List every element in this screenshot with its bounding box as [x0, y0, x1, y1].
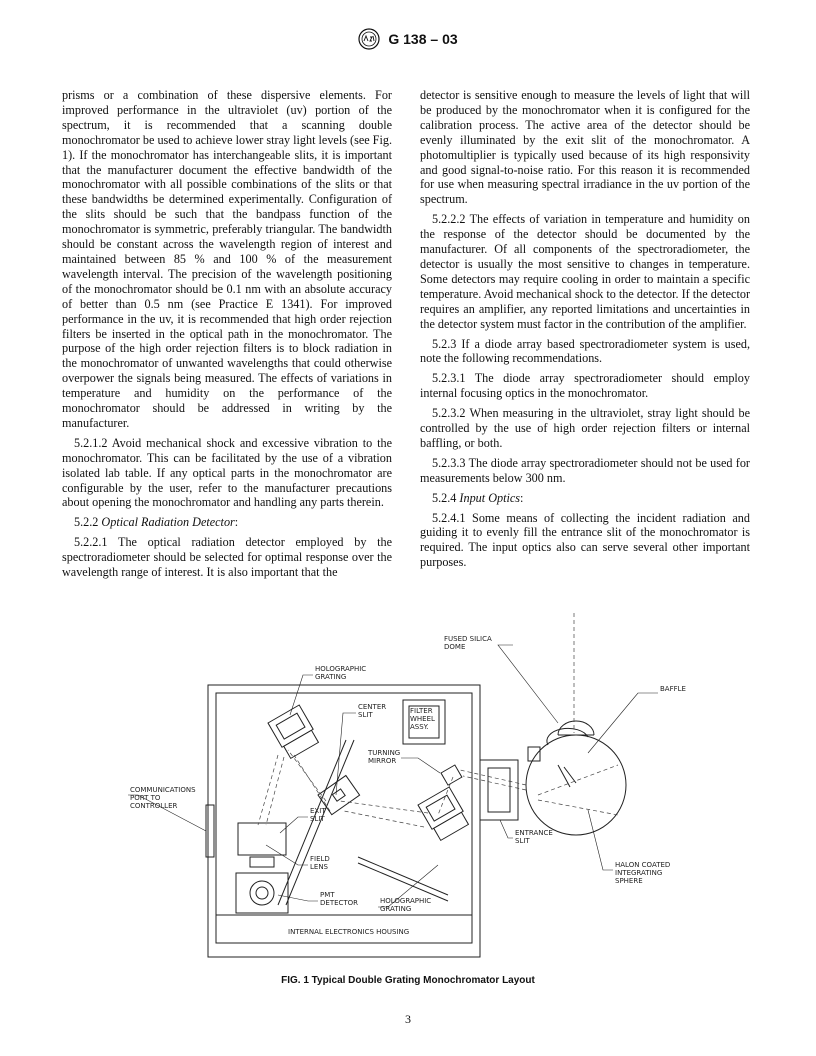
monochromator-layout-diagram [118, 605, 718, 970]
label-fused-silica-dome: FUSED SILICA DOME [444, 635, 492, 651]
page-number: 3 [405, 1012, 411, 1026]
left-text-column [62, 88, 392, 585]
paragraph: 5.2.3.2 When measuring in the ultraviolet, stray light should be controlled by the use of high order rejection filters or internal baffling, or both. [420, 406, 750, 450]
paragraph: 5.2.3.1 The diode array spectroradiometer should employ internal focusing optics in the monochromator. [420, 371, 750, 401]
label-filter-wheel: FILTER WHEEL ASSY. [410, 707, 435, 731]
section-title: Input Optics [459, 490, 521, 505]
label-holographic-grating-top: HOLOGRAPHIC GRATING [315, 665, 367, 681]
continued-paragraph: detector is sensitive enough to measure the levels of light that will be produced by the monochromator when it is configured for the calibration process. The active area of the detector should be evenly illuminated by the exit slit of the monochromator. A photomultiplier is typically used because of its high responsivity and good signal-to-noise ratio. For this reason it is recommended for use when measuring spectral irradiance in the uv portion of the spectrum. [420, 88, 750, 207]
top-holographic-grating [268, 705, 320, 759]
entrance-slit [480, 760, 518, 820]
label-center-slit: CENTER SLIT [358, 703, 387, 719]
label-entrance-slit: ENTRANCE SLIT [515, 829, 553, 845]
label-field-lens: FIELD LENS [310, 855, 330, 871]
bottom-holographic-grating [418, 787, 470, 841]
section-number: 5.2.2 [74, 515, 102, 530]
label-turning-mirror: TURNING MIRROR [368, 749, 401, 765]
label-electronics-housing: INTERNAL ELECTRONICS HOUSING [288, 928, 410, 936]
section-number: 5.2.4 [432, 490, 460, 505]
astm-logo-icon [358, 28, 380, 50]
label-baffle: BAFFLE [660, 685, 686, 693]
figure-caption: FIG. 1 Typical Double Grating Monochromator Layout [281, 975, 535, 986]
fused-silica-dome [558, 721, 594, 735]
section-title: Optical Radiation Detector [101, 515, 235, 530]
exit-slit [238, 823, 286, 855]
label-halon-sphere: HALON COATED INTEGRATING SPHERE [615, 861, 671, 885]
document-id: G 138 – 03 [388, 31, 458, 47]
label-exit-slit: EXIT SLIT [310, 807, 326, 823]
turning-mirror [441, 765, 462, 785]
section-heading: 5.2.4 Input Optics: [432, 490, 524, 505]
continued-paragraph: prisms or a combination of these dispersive elements. For improved performance in the ultraviolet (uv) portion of the spectrum, it is recommended that a scanning double monochromator be used to achieve lower stray light levels (see Fig. 1). If the monochromator has interchangeable slits, it is important that the manufacturer document the effective bandwidth of the monochromator with all possible combinations of the slits or that these bandwidths be determined experimentally. Configuration of the slits should be such that the bandpass function of the monochromator is symmetric, preferably triangular. The bandwidth should be constant across the wavelength region of interest and maintained between 85 % and 100 % of the measurement wavelength interval. The precision of the wavelength positioning of the monochromator should be 0.1 nm with an absolute accuracy of better than 0.5 nm (see Practice E 1341). For improved performance in the uv, it is recommended that high order rejection filters be inserted in the optical path in the monochromator. The purpose of the high order rejection filters is to block radiation in the monochromator of unwanted wavelengths that could otherwise overpower the signals being measured. The effects of variations in temperature and humidity on the performance of the monochromator should be addressed in writing by the manufacturer. [62, 88, 392, 430]
label-communications-port: COMMUNICATIONS PORT TO CONTROLLER [130, 786, 196, 810]
communications-port [206, 805, 214, 857]
section-heading: 5.2.2 Optical Radiation Detector: [74, 515, 239, 530]
integrating-sphere [526, 735, 626, 835]
paragraph: 5.2.2.1 The optical radiation detector employed by the spectroradiometer should be selected for optimal response over the wavelength range of interest. It is also important that the [62, 535, 392, 580]
right-text-column [420, 88, 750, 575]
baffle [558, 765, 570, 787]
page-header [0, 28, 816, 50]
paragraph: 5.2.4.1 Some means of collecting the incident radiation and guiding it to evenly fill the entrance slit of the monochromator is required. The input optics also can serve several other important purposes. [420, 510, 750, 570]
paragraph: 5.2.3 If a diode array based spectroradiometer system is used, note the following recommendations. [420, 336, 750, 366]
label-pmt-detector: PMT DETECTOR [320, 891, 359, 907]
label-holographic-grating-bottom: HOLOGRAPHIC GRATING [380, 897, 432, 913]
pmt-detector [236, 873, 288, 913]
paragraph: 5.2.3.3 The diode array spectroradiometer should not be used for measurements below 300 nm. [420, 455, 750, 485]
paragraph: 5.2.2.2 The effects of variation in temperature and humidity on the response of the detector should be documented by the manufacturer. Of all components of the spectroradiometer, the detector is usually the most sensitive to changes in temperature. Some detectors may require cooling in order to maintain a specific temperature. Avoid mechanical shock to the detector. If the detector requires an amplifier, any reported limitations and uncertainties in the detector system must factor in the contribution of the amplifier. [420, 212, 750, 331]
paragraph: 5.2.1.2 Avoid mechanical shock and excessive vibration to the monochromator. This can be facilitated by the use of a vibration isolated lab table. If any optical parts in the monochromator are configurable by the user, refer to the manufacturer precautions about opening the monochromator and handling any parts therein. [62, 435, 392, 510]
